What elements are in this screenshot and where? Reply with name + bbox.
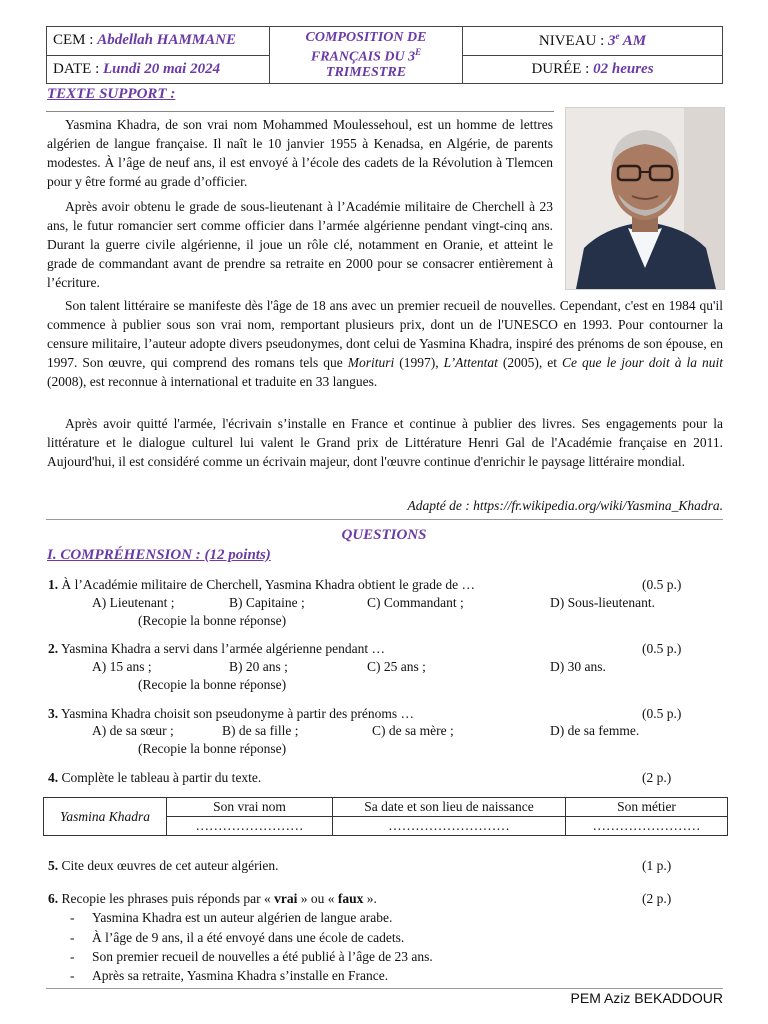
q1-instruction: (Recopie la bonne réponse) [138, 613, 287, 628]
table-header-name: Son vrai nom [167, 798, 333, 817]
q3-option-a: A) de sa sœur ; [92, 723, 174, 738]
question-1: 1. À l’Académie militaire de Cherchell, Yasmina Khadra obtient le grade de … [48, 577, 475, 592]
info-table [43, 797, 728, 836]
question-2: 2. Yasmina Khadra a servi dans l’armée algérienne pendant … [48, 641, 386, 656]
q1-option-c: C) Commandant ; [367, 595, 464, 610]
author-photo [565, 107, 725, 290]
source-citation: Adapté de : https://fr.wikipedia.org/wiki/Yasmina_Khadra. [407, 498, 723, 513]
cem-cell [47, 27, 270, 56]
teacher-signature: PEM Aziz BEKADDOUR [570, 990, 723, 1006]
header-table [46, 26, 723, 84]
book-title-morituri: Morituri [347, 355, 395, 370]
table-blank-job[interactable]: …………………… [566, 817, 728, 836]
portrait-illustration [566, 108, 724, 289]
question-3: 3. Yasmina Khadra choisit son pseudonyme à partir des prénoms … [48, 706, 414, 721]
niveau-cell: NIVEAU : 3e AM [463, 27, 723, 56]
q2-option-c: C) 25 ans ; [367, 659, 426, 674]
statement-1: - Yasmina Khadra est un auteur algérien de langue arabe. [70, 910, 393, 925]
question-4-points: (2 p.) [642, 770, 672, 785]
date-value: Lundi 20 mai 2024 [103, 60, 221, 77]
question-6-points: (2 p.) [642, 891, 672, 906]
q3-instruction: (Recopie la bonne réponse) [138, 741, 287, 756]
q2-instruction: (Recopie la bonne réponse) [138, 677, 287, 692]
q1-option-b: B) Capitaine ; [229, 595, 305, 610]
q3-option-c: C) de sa mère ; [372, 723, 454, 738]
cem-value: Abdellah HAMMANE [97, 32, 236, 49]
cem-label: CEM : [53, 32, 94, 49]
q1-option-a: A) Lieutenant ; [92, 595, 175, 610]
statement-2: - À l’âge de 9 ans, il a été envoyé dans une école de cadets. [70, 930, 405, 945]
table-blank-name[interactable]: …………………… [167, 817, 333, 836]
divider [46, 111, 554, 112]
table-header-job: Son métier [566, 798, 728, 817]
book-title-attentat: L’Attentat [443, 355, 498, 370]
table-header-birth: Sa date et son lieu de naissance [333, 798, 566, 817]
book-title-ce-que-le-jour: Ce que le jour doit à la nuit [562, 355, 724, 370]
divider [46, 988, 723, 989]
table-blank-birth[interactable]: ……………………… [333, 817, 566, 836]
question-4: 4. Complète le tableau à partir du texte. [48, 770, 262, 785]
table-row-label: Yasmina Khadra [44, 798, 167, 836]
q2-option-d: D) 30 ans. [550, 659, 606, 674]
q2-option-a: A) 15 ans ; [92, 659, 152, 674]
duree-value: 02 heures [593, 60, 654, 77]
comprehension-heading: I. COMPRÉHENSION : (12 points) [47, 547, 271, 563]
statement-3: - Son premier recueil de nouvelles a été publié à l’âge de 23 ans. [70, 949, 433, 964]
duree-cell: DURÉE : 02 heures [463, 55, 723, 84]
paragraph-4: Après avoir quitté l'armée, l'écrivain s’installe en France et continue à publier des livres. Ses engagements pour la littérature et le dialogue culturel lui valent le Grand prix de Littérature Henri Gal de l'Académie française en 2011. Aujourd'hui, il est considéré comme un écrivain majeur, dont l'œuvre continue d'enrichir le paysage littéraire mondial. [47, 416, 723, 469]
support-heading: TEXTE SUPPORT : [47, 86, 176, 102]
q3-option-b: B) de sa fille ; [222, 723, 299, 738]
q3-option-d: D) de sa femme. [550, 723, 640, 738]
question-2-points: (0.5 p.) [642, 641, 682, 656]
statement-4: - Après sa retraite, Yasmina Khadra s’installe en France. [70, 968, 389, 983]
paragraph-2: Après avoir obtenu le grade de sous-lieutenant à l’Académie militaire de Cherchell à 23 ans, le futur romancier sert comme officier dans l’armée algérienne pendant vingt-cinq ans. Durant la guerre civile algérienne, il joue un rôle clé, notamment en Oranie, et atteint le grade de commandant avant de prendre sa retraite en 2000 pour se consacrer entièrement à l’écriture. [47, 199, 553, 290]
exam-title: COMPOSITION DE FRANÇAIS DU $3^E$ TRIMESTRE [270, 27, 463, 84]
question-1-points: (0.5 p.) [642, 577, 682, 592]
q1-option-d: D) Sous-lieutenant. [550, 595, 655, 610]
divider [46, 519, 723, 520]
question-6: 6. Recopie les phrases puis réponds par « vrai » ou « faux ». [48, 891, 377, 906]
date-cell: DATE : Lundi 20 mai 2024 [47, 55, 270, 84]
question-3-points: (0.5 p.) [642, 706, 682, 721]
q2-option-b: B) 20 ans ; [229, 659, 288, 674]
paragraph-1: Yasmina Khadra, de son vrai nom Mohammed Moulessehoul, est un homme de lettres algérien de langue française. Il naît le 10 janvier 1955 à Kenadsa, en Algérie, de parents modestes. À l’âge de neuf ans, il est envoyé à l’école des cadets de la Révolution à Tlemcen pour y être formé au grade d’officier. [47, 117, 553, 189]
question-5-points: (1 p.) [642, 858, 672, 873]
question-5: 5. Cite deux œuvres de cet auteur algérien. [48, 858, 279, 873]
questions-title: QUESTIONS [341, 527, 427, 543]
paragraph-3: Son talent littéraire se manifeste dès l'âge de 18 ans avec un premier recueil de nouvelles. Cependant, c'est en 1984 qu'il commence à publier sous son vrai nom, remportant plusieurs prix, dont un de l'UNESCO en 1993. Pour contourner la censure militaire, l’auteur adopte divers pseudonymes, dont celui de Yasmina Khadra, inspiré des prénoms de son épouse, en 1997. Son œuvre, qui comprend des romans tels que Morituri (1997), L’Attentat (2005), et Ce que le jour doit à la nuit (2008), est reconnue à international et traduite en 33 langues. [47, 298, 724, 389]
